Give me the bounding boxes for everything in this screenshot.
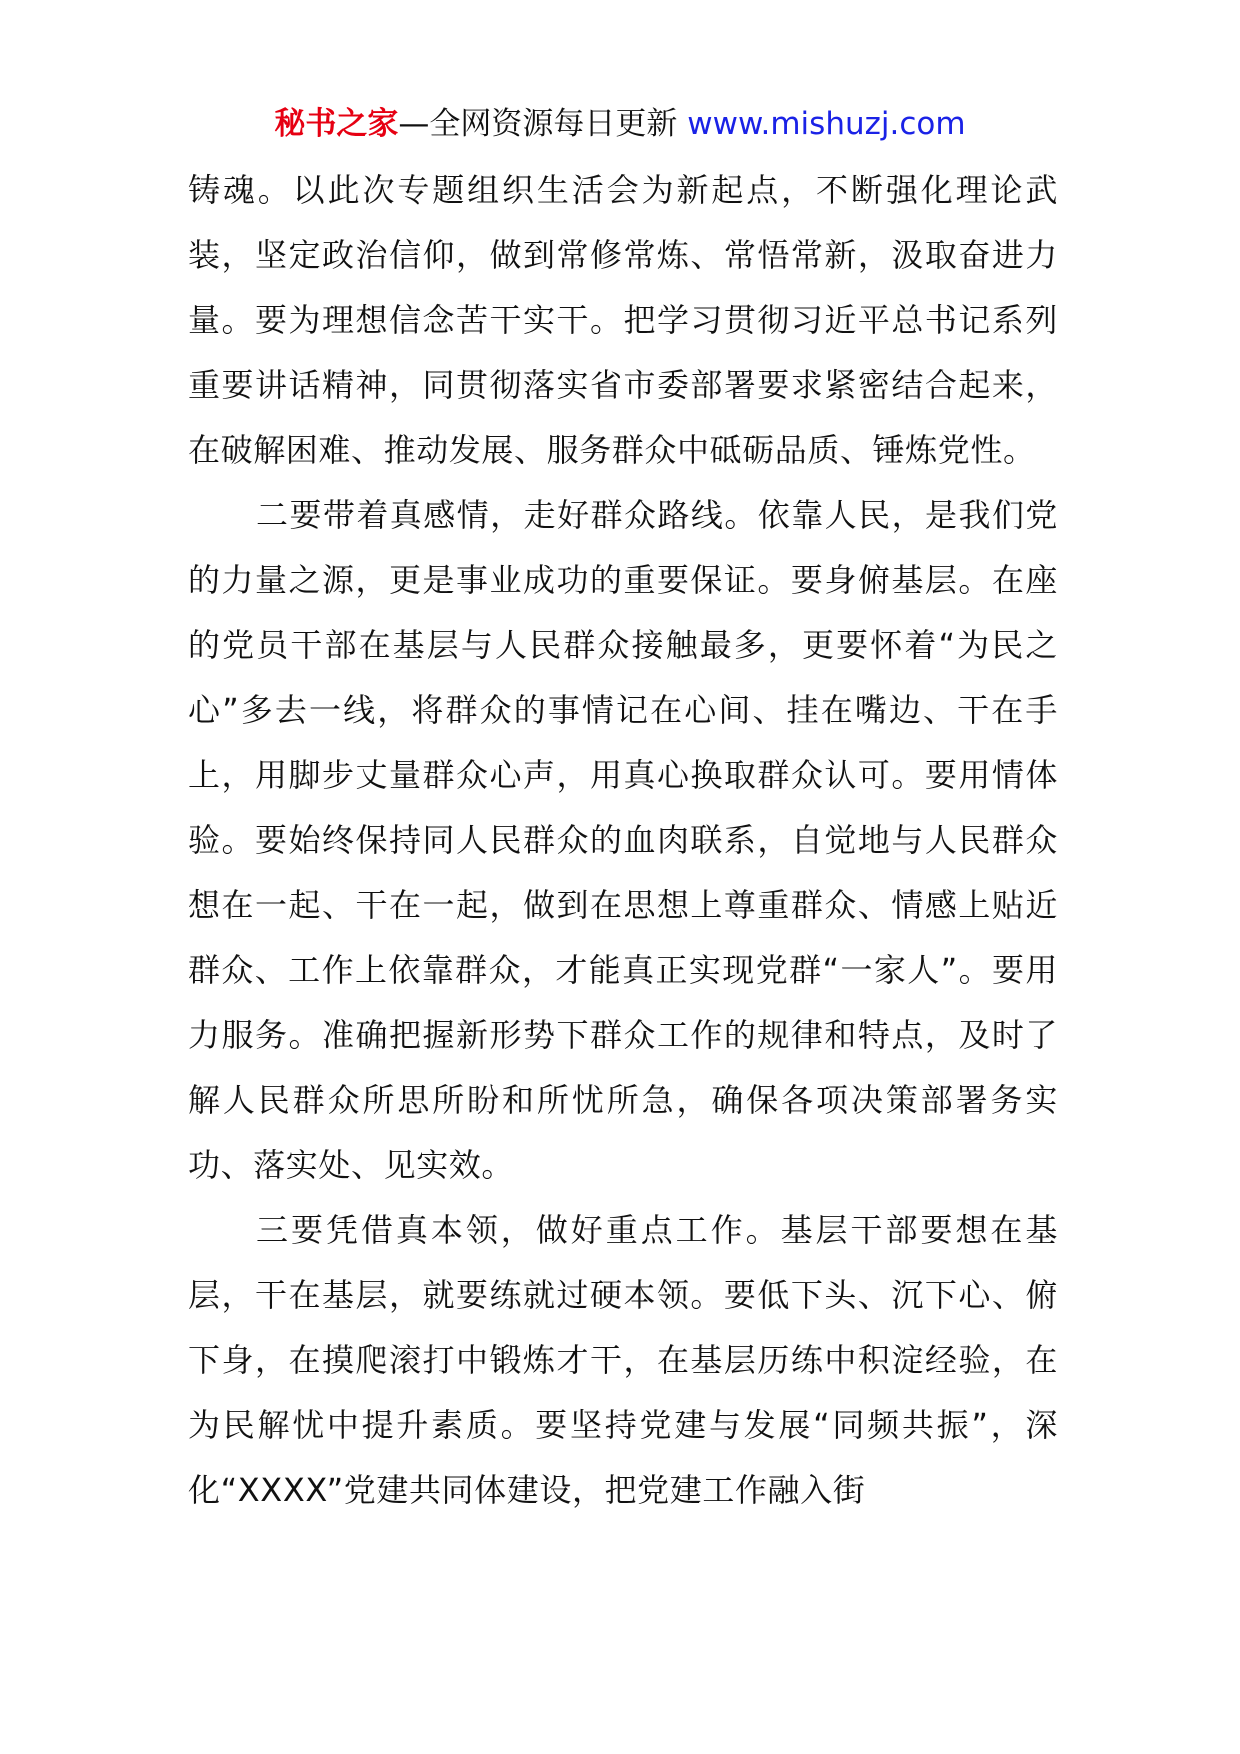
paragraph-1: 铸魂。以此次专题组织生活会为新起点，不断强化理论武装，坚定政治信仰，做到常修常炼、常悟常新，汲取奋进力量。要为理想信念苦干实干。把学习贯彻习近平总书记系列重要讲话精神，同贯彻落实省市委部署要求紧密结合起来，在破解困难、推动发展、服务群众中砥砺品质、锤炼党性。	[188, 171, 1058, 469]
paragraph-3: 三要凭借真本领，做好重点工作。基层干部要想在基层，干在基层，就要练就过硬本领。要低下头、沉下心、俯下身，在摸爬滚打中锻炼才干，在基层历练中积淀经验，在为民解忧中提升素质。要坚持党建与发展“同频共振”，深化“XXXX”党建共同体建设，把党建工作融入街	[188, 1211, 1058, 1509]
header-brand: 秘书之家	[274, 106, 399, 142]
paragraph-2: 二要带着真感情，走好群众路线。依靠人民，是我们党的力量之源，更是事业成功的重要保证。要身俯基层。在座的党员干部在基层与人民群众接触最多，更要怀着“为民之心”多去一线，将群众的事情记在心间、挂在嘴边、干在手上，用脚步丈量群众心声，用真心换取群众认可。要用情体验。要始终保持同人民群众的血肉联系，自觉地与人民群众想在一起、干在一起，做到在思想上尊重群众、情感上贴近群众、工作上依靠群众，才能真正实现党群“一家人”。要用力服务。准确把握新形势下群众工作的规律和特点，及时了解人民群众所思所盼和所忧所急，确保各项决策部署务实功、落实处、见实效。	[188, 496, 1058, 1184]
header-tagline: —全网资源每日更新	[398, 106, 688, 142]
document-body	[188, 158, 1058, 1523]
header-site-link[interactable]: www.mishuzj.com	[687, 106, 966, 142]
page-header	[0, 102, 1240, 146]
